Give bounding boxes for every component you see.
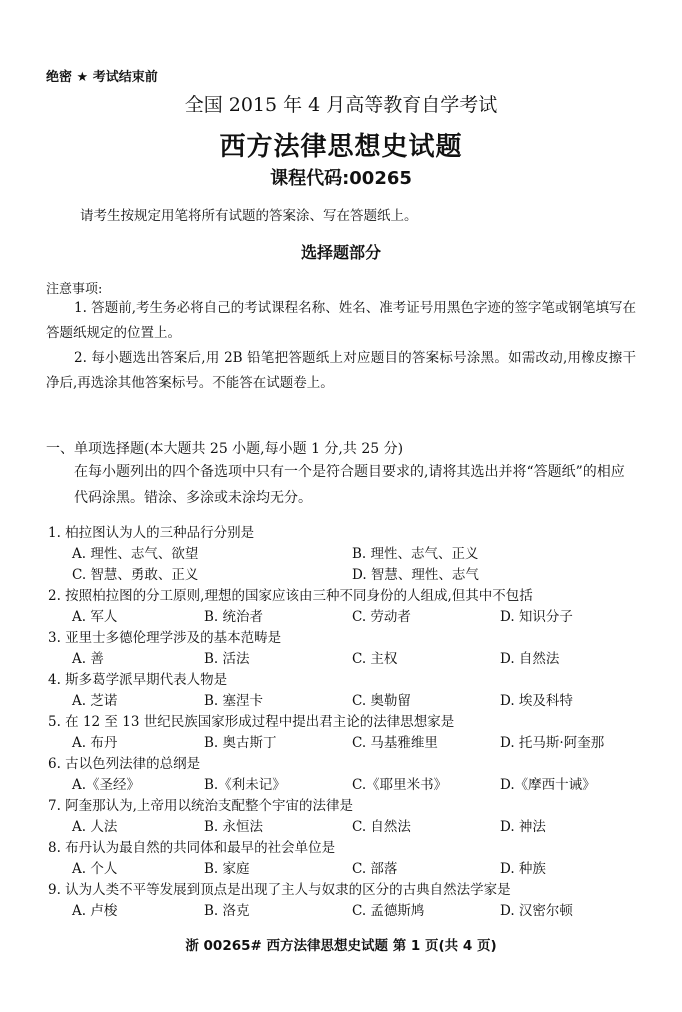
option-row <box>48 733 648 754</box>
option-a: A.《圣经》 <box>72 777 141 793</box>
note-item-1: 1. 答题前,考生务必将自己的考试课程名称、姓名、准考证号用黑色字迹的签字笔或钢笔填写在答题纸规定的位置上。 <box>46 300 636 341</box>
option-c: C. 孟德斯鸠 <box>352 903 425 919</box>
option-d: D. 托马斯·阿奎那 <box>500 735 605 751</box>
option-b: B. 奥古斯丁 <box>204 735 277 751</box>
option-c: C. 劳动者 <box>352 609 411 625</box>
option-d: D. 埃及科特 <box>500 693 573 709</box>
option-a: A. 卢梭 <box>72 903 118 919</box>
option-row <box>48 607 648 628</box>
option-b: B.《利未记》 <box>204 777 286 793</box>
note-item-2: 2. 每小题选出答案后,用 2B 铅笔把答题纸上对应题目的答案标号涂黑。如需改动,用橡皮擦干净后,再选涂其他答案标号。不能答在试题卷上。 <box>46 350 636 391</box>
option-b: B. 塞涅卡 <box>204 693 264 709</box>
exam-title: 全国 2015 年 4 月高等教育自学考试 <box>184 94 498 116</box>
option-a: A. 人法 <box>72 819 118 835</box>
option-d: D. 神法 <box>500 819 546 835</box>
option-row <box>48 544 648 565</box>
option-row <box>48 565 648 586</box>
question-stem: 7. 阿奎那认为,上帝用以统治支配整个宇宙的法律是 <box>48 798 353 814</box>
option-d: D. 智慧、理性、志气 <box>352 567 479 583</box>
question-stem: 9. 认为人类不平等发展到顶点是出现了主人与奴隶的区分的古典自然法学家是 <box>48 882 511 898</box>
option-b: B. 活法 <box>204 651 250 667</box>
option-row <box>48 817 648 838</box>
option-row <box>48 691 648 712</box>
option-d: D. 知识分子 <box>500 609 573 625</box>
question-list <box>48 523 648 922</box>
confidential-label: 绝密 ★ 考试结束前 <box>46 70 158 85</box>
question-stem: 8. 布丹认为最自然的共同体和最早的社会单位是 <box>48 840 336 856</box>
option-c: C.《耶里米书》 <box>352 777 448 793</box>
option-b: B. 统治者 <box>204 609 264 625</box>
option-row <box>48 649 648 670</box>
page-footer: 浙 00265# 西方法律思想史试题 第 1 页(共 4 页) <box>185 938 497 954</box>
option-row <box>48 775 648 796</box>
option-d: D. 汉密尔顿 <box>500 903 573 919</box>
option-c: C. 奥勒留 <box>352 693 411 709</box>
option-b: B. 理性、志气、正义 <box>352 546 479 562</box>
question-stem: 6. 古以色列法律的总纲是 <box>48 756 201 772</box>
mc-section-header: 一、单项选择题(本大题共 25 小题,每小题 1 分,共 25 分) <box>46 441 404 457</box>
option-a: A. 军人 <box>72 609 118 625</box>
option-d: D. 自然法 <box>500 651 560 667</box>
option-a: A. 理性、志气、欲望 <box>72 546 199 562</box>
option-c: C. 自然法 <box>352 819 411 835</box>
option-a: A. 芝诺 <box>72 693 118 709</box>
notes-title: 注意事项: <box>46 282 103 297</box>
option-b: B. 家庭 <box>204 861 250 877</box>
general-instruction: 请考生按规定用笔将所有试题的答案涂、写在答题纸上。 <box>80 208 418 224</box>
option-row <box>48 901 648 922</box>
question-stem: 4. 斯多葛学派早期代表人物是 <box>48 672 228 688</box>
option-row <box>48 859 648 880</box>
option-b: B. 永恒法 <box>204 819 264 835</box>
question-stem: 5. 在 12 至 13 世纪民族国家形成过程中提出君主论的法律思想家是 <box>48 714 455 730</box>
question-stem: 3. 亚里士多德伦理学涉及的基本范畴是 <box>48 630 282 646</box>
option-c: C. 马基雅维里 <box>352 735 438 751</box>
section-part-title: 选择题部分 <box>300 243 381 262</box>
option-a: A. 个人 <box>72 861 118 877</box>
question-stem: 2. 按照柏拉图的分工原则,理想的国家应该由三种不同身份的人组成,但其中不包括 <box>48 588 533 604</box>
option-c: C. 部落 <box>352 861 398 877</box>
option-c: C. 智慧、勇敢、正义 <box>72 567 199 583</box>
course-code: 课程代码:00265 <box>270 168 412 189</box>
subject-title: 西方法律思想史试题 <box>219 132 463 162</box>
option-d: D.《摩西十诫》 <box>500 777 596 793</box>
option-a: A. 善 <box>72 651 104 667</box>
option-d: D. 种族 <box>500 861 546 877</box>
mc-section-description: 在每小题列出的四个备选项中只有一个是符合题目要求的,请将其选出并将“答题纸”的相应代码涂黑。错涂、多涂或未涂均无分。 <box>74 464 625 506</box>
question-stem: 1. 柏拉图认为人的三种品行分别是 <box>48 525 255 541</box>
option-a: A. 布丹 <box>72 735 118 751</box>
option-b: B. 洛克 <box>204 903 250 919</box>
option-c: C. 主权 <box>352 651 398 667</box>
